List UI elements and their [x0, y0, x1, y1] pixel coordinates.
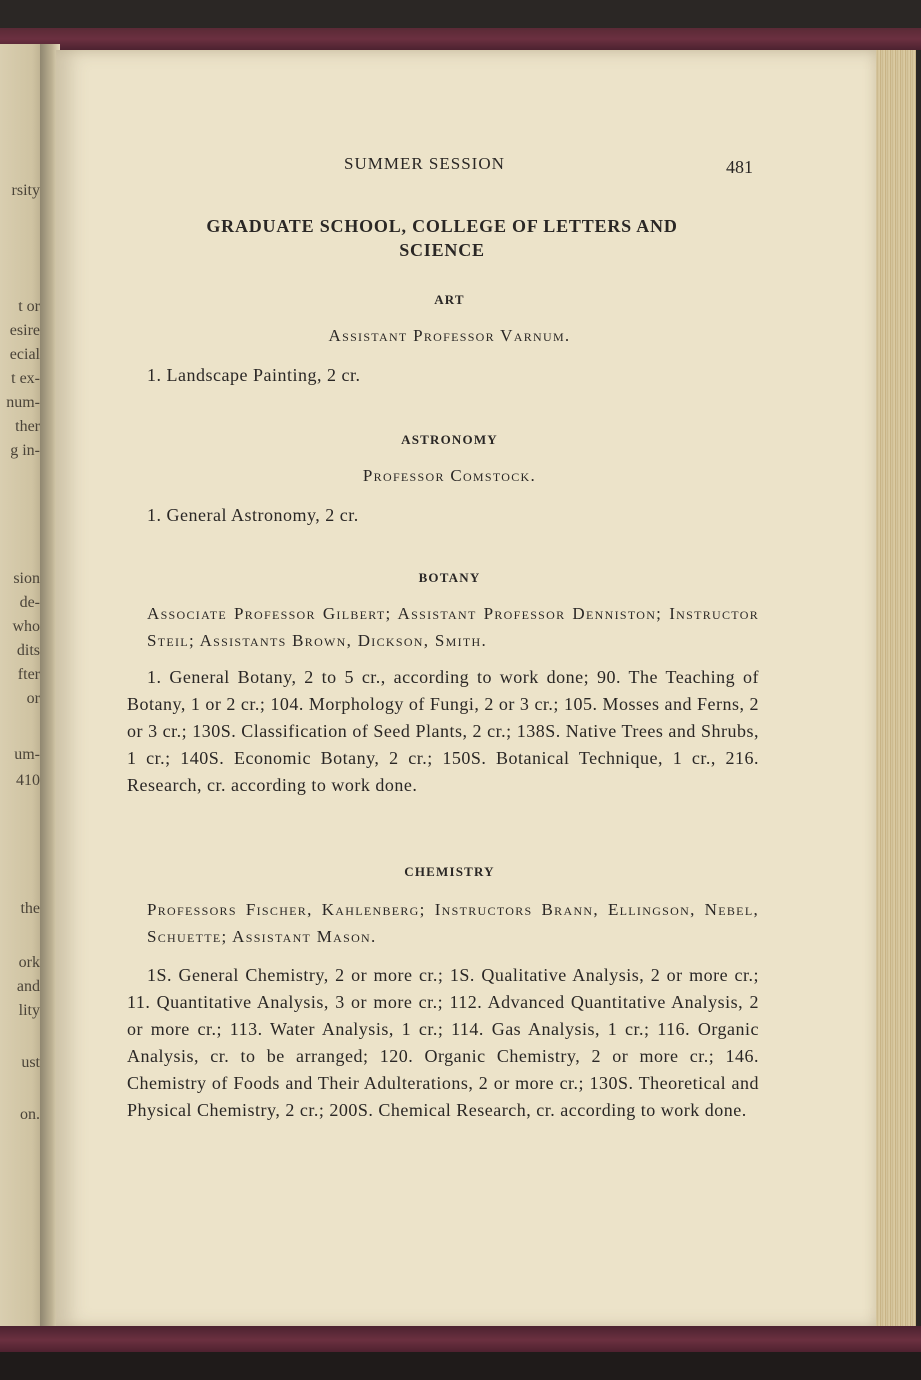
prev-fragment: lity: [18, 1002, 40, 1019]
section-heading-art: ART: [434, 292, 465, 307]
prev-fragment: de-: [19, 594, 40, 611]
scan-backdrop-bottom: [0, 1352, 921, 1380]
prev-fragment: ecial: [9, 346, 40, 363]
faculty-art: Assistant Professor Varnum.: [328, 326, 571, 345]
page-number: 481: [726, 157, 753, 177]
courses-chemistry: 1S. General Chemistry, 2 or more cr.; 1S. Qualitative Analysis, 2 or more cr.; 11. Quantitative Analysis, 3 or more cr.; 112. Advanced Quantitative Analysis, 2 or more cr.; 113. Water Analysis, 1 cr.; 114. Gas Analysis, 1 cr.; 116. Organic Analysis, cr. to be arranged; 120. Organic Chemistry, 2 or more cr.; 146. Chemistry of Foods and Their Adulterations, 2 or more cr.; 130S. Theoretical and Physical Chemistry, 2 cr.; 200S. Chemical Research, cr. according to work done.: [127, 965, 759, 1120]
prev-fragment: ork: [18, 954, 40, 971]
courses-astronomy: 1. General Astronomy, 2 cr.: [147, 505, 359, 525]
prev-fragment: g in-: [10, 442, 40, 459]
section-heading-chemistry: CHEMISTRY: [404, 864, 495, 879]
prev-fragment: or: [26, 690, 40, 707]
prev-fragment: ust: [21, 1054, 40, 1071]
page-title: GRADUATE SCHOOL, COLLEGE OF LETTERS AND SCIENCE: [206, 216, 678, 260]
prev-fragment: t ex-: [11, 370, 40, 387]
prev-fragment: um-: [14, 746, 40, 763]
prev-fragment: who: [12, 618, 40, 635]
prev-fragment: sion: [13, 570, 40, 587]
section-heading-astronomy: ASTRONOMY: [401, 432, 498, 447]
courses-botany: 1. General Botany, 2 to 5 cr., according to work done; 90. The Teaching of Botany, 1 or 2 cr.; 104. Morphology of Fungi, 2 or 3 cr.; 105. Mosses and Ferns, 2 or 3 cr.; 130S. Classification of Seed Plants, 2 cr.; 138S. Native Trees and Shrubs, 1 cr.; 140S. Economic Botany, 2 cr.; 150S. Botanical Technique, 1 cr., 216. Research, cr. according to work done.: [127, 667, 759, 795]
courses-art: 1. Landscape Painting, 2 cr.: [147, 365, 361, 385]
faculty-chemistry: Professors Fischer, Kahlenberg; Instructors Brann, Ellingson, Nebel, Schuette; Assistant Mason.: [147, 900, 759, 946]
prev-fragment: on.: [20, 1106, 40, 1123]
prev-fragment: ther: [15, 418, 40, 435]
prev-fragment: 410: [16, 772, 40, 789]
prev-fragment: num-: [6, 394, 40, 411]
book-cover-edge-bottom: [0, 1326, 921, 1354]
running-head-title: SUMMER SESSION: [344, 154, 505, 173]
prev-fragment: rsity: [11, 182, 40, 199]
prev-fragment: t or: [18, 298, 40, 315]
book-cover-edge-top: [0, 28, 921, 50]
section-heading-botany: BOTANY: [418, 570, 481, 585]
prev-fragment: esire: [9, 322, 40, 339]
prev-fragment: dits: [16, 642, 40, 659]
page-stack-edges: [876, 50, 916, 1328]
prev-fragment: and: [16, 978, 40, 995]
faculty-botany: Associate Professor Gilbert; Assistant Professor Denniston; Instructor Steil; Assistants Brown, Dickson, Smith.: [147, 604, 759, 650]
prev-fragment: the: [20, 900, 40, 917]
faculty-astronomy: Professor Comstock.: [362, 466, 537, 485]
prev-fragment: fter: [17, 666, 40, 683]
